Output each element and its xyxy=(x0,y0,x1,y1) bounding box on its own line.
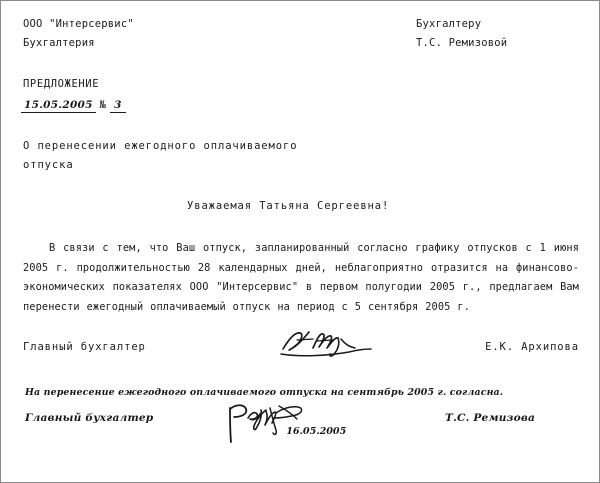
body-block xyxy=(23,239,579,317)
document-number: 3 xyxy=(110,99,126,113)
resolution-signer-position: Главный бухгалтер xyxy=(25,412,154,424)
resolution-handwritten-signature-icon xyxy=(224,412,374,446)
document-meta-row xyxy=(21,99,126,113)
document-date: 15.05.2005 xyxy=(21,99,96,113)
subject-line-1: О перенесении ежегодного оплачиваемого xyxy=(23,140,298,152)
organization-block xyxy=(23,15,134,53)
subject-block xyxy=(23,137,353,175)
handwritten-signature-icon xyxy=(275,331,395,357)
organization-name: ООО "Интерсервис" xyxy=(23,18,134,30)
addressee-block xyxy=(416,15,507,53)
signer-position: Главный бухгалтер xyxy=(23,341,146,353)
resolution-signer-name: Т.С. Ремизова xyxy=(444,412,536,424)
body-paragraph: В связи с тем, что Ваш отпуск, запланированный согласно графику отпусков с 1 июня 2005 г. продолжительностью 28 календарных дней, неблагоприятно отразится на финансово-экономических показателях ООО "Интерсервис" в первом полугодии 2005 г., предлагаем Вам перенести ежегодный оплачиваемый отпуск на период с 5 сентября 2005 г. xyxy=(23,242,579,313)
subject-line-2: отпуска xyxy=(23,159,74,171)
resolution-signature-row xyxy=(25,412,555,446)
signature-row xyxy=(23,331,579,357)
department-name: Бухгалтерия xyxy=(23,37,95,49)
salutation: Уважаемая Татьяна Сергеевна! xyxy=(187,200,390,212)
number-symbol: № xyxy=(99,99,107,111)
resolution-date: 16.05.2005 xyxy=(286,426,347,437)
resolution-text: На перенесение ежегодного оплачиваемого отпуска на сентябрь 2005 г. согласна. xyxy=(25,387,504,398)
addressee-name: Т.С. Ремизовой xyxy=(416,37,508,49)
signer-name: Е.К. Архипова xyxy=(485,341,579,353)
document-kind-heading: ПРЕДЛОЖЕНИЕ xyxy=(23,78,100,90)
addressee-position: Бухгалтеру xyxy=(416,18,482,30)
